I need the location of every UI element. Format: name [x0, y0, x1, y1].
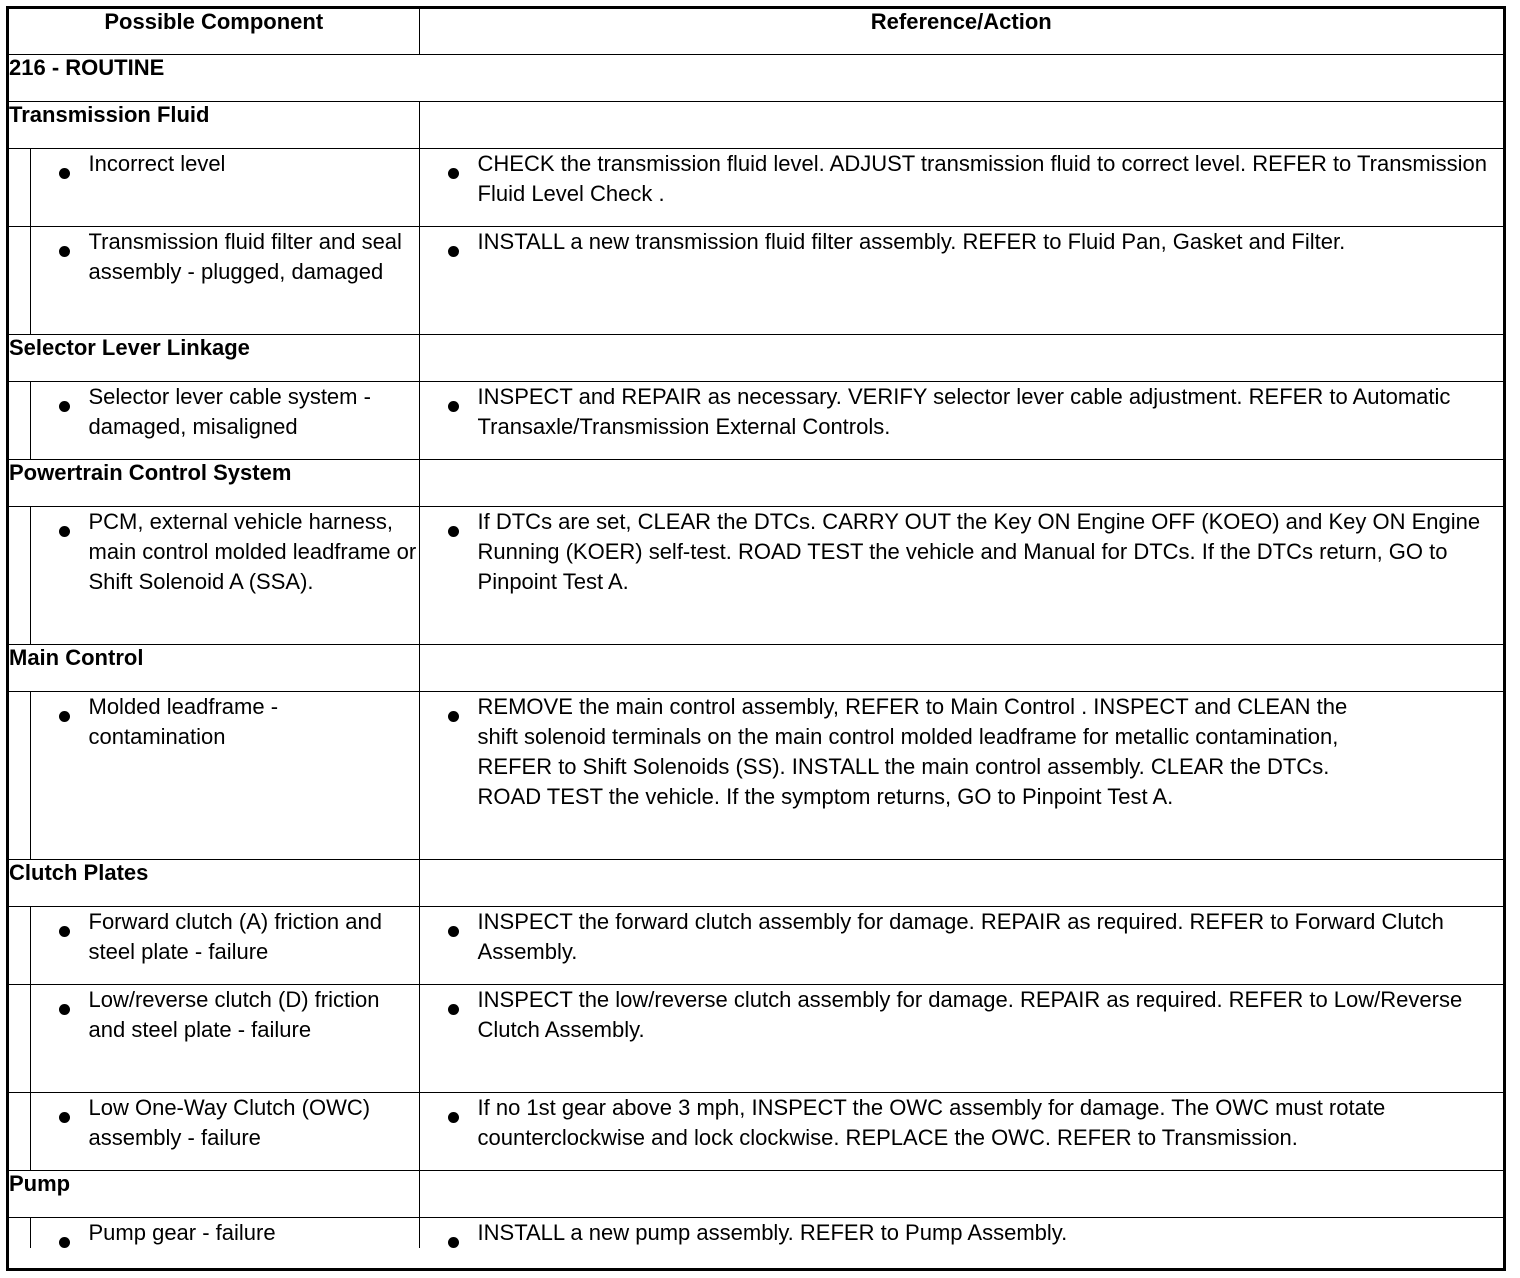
section-empty-cell — [419, 645, 1503, 692]
component-text: Pump gear - failure — [88, 1220, 276, 1245]
component-cell — [30, 227, 419, 335]
component-text: Low One-Way Clutch (OWC) assembly - failure — [88, 1095, 371, 1150]
indent-cell — [9, 1093, 30, 1171]
component-cell — [30, 1218, 419, 1249]
table-row — [9, 985, 1503, 1093]
section-empty-cell — [419, 335, 1503, 382]
component-text: Transmission fluid filter and seal assembly - plugged, damaged — [88, 229, 402, 284]
component-text: Incorrect level — [88, 151, 226, 176]
table-row — [9, 227, 1503, 335]
bullet-icon — [59, 1237, 70, 1248]
bullet-icon — [448, 401, 459, 412]
indent-cell — [9, 149, 30, 227]
routine-row — [9, 55, 1503, 102]
bullet-icon — [59, 926, 70, 937]
bullet-icon — [448, 1237, 459, 1248]
bullet-icon — [59, 168, 70, 179]
section-title: Clutch Plates — [9, 860, 419, 907]
bullet-icon — [448, 246, 459, 257]
section-title: Transmission Fluid — [9, 102, 419, 149]
section-title: Main Control — [9, 645, 419, 692]
component-cell — [30, 382, 419, 460]
component-text: Low/reverse clutch (D) friction and steel plate - failure — [88, 987, 380, 1042]
component-cell — [30, 149, 419, 227]
indent-cell — [9, 507, 30, 645]
component-text: Molded leadframe - contamination — [88, 694, 279, 749]
action-text: INSPECT the forward clutch assembly for damage. REPAIR as required. REFER to Forward Clutch Assembly. — [477, 909, 1444, 964]
diagnosis-table-frame — [6, 6, 1506, 1271]
section-title: Pump — [9, 1171, 419, 1218]
section-row — [9, 1171, 1503, 1218]
bullet-icon — [59, 246, 70, 257]
action-cell — [419, 149, 1503, 227]
action-cell — [419, 907, 1503, 985]
action-cell — [419, 1218, 1503, 1249]
table-row — [9, 1218, 1503, 1249]
section-row — [9, 645, 1503, 692]
table-row — [9, 382, 1503, 460]
bullet-icon — [59, 401, 70, 412]
section-row — [9, 335, 1503, 382]
table-row — [9, 692, 1503, 860]
action-text: INSTALL a new pump assembly. REFER to Pump Assembly. — [477, 1220, 1068, 1245]
bullet-icon — [59, 526, 70, 537]
header-action: Reference/Action — [419, 9, 1503, 55]
action-cell — [419, 1093, 1503, 1171]
component-cell — [30, 507, 419, 645]
routine-title: 216 - ROUTINE — [9, 55, 1503, 102]
bullet-icon — [59, 711, 70, 722]
section-empty-cell — [419, 102, 1503, 149]
action-text: REMOVE the main control assembly, REFER to Main Control . INSPECT and CLEAN the shift solenoid terminals on the main control molded leadframe for metallic contamination, REFER to Shift Solenoids (SS). INSTALL the main control assembly. CLEAR the DTCs. ROAD TEST the vehicle. If the symptom returns, GO to Pinpoint Test A. — [477, 694, 1348, 809]
action-cell — [419, 692, 1503, 860]
table-row — [9, 507, 1503, 645]
bullet-icon — [448, 1004, 459, 1015]
section-row — [9, 460, 1503, 507]
action-cell — [419, 507, 1503, 645]
section-row — [9, 102, 1503, 149]
bullet-icon — [448, 526, 459, 537]
bullet-icon — [59, 1004, 70, 1015]
section-row — [9, 860, 1503, 907]
bullet-icon — [448, 926, 459, 937]
component-cell — [30, 985, 419, 1093]
indent-cell — [9, 227, 30, 335]
section-empty-cell — [419, 460, 1503, 507]
bullet-icon — [448, 711, 459, 722]
indent-cell — [9, 985, 30, 1093]
action-cell — [419, 382, 1503, 460]
header-component: Possible Component — [9, 9, 419, 55]
indent-cell — [9, 382, 30, 460]
component-cell — [30, 692, 419, 860]
component-text: Forward clutch (A) friction and steel plate - failure — [88, 909, 382, 964]
table-row — [9, 149, 1503, 227]
indent-cell — [9, 907, 30, 985]
section-empty-cell — [419, 860, 1503, 907]
table-row — [9, 1093, 1503, 1171]
action-cell — [419, 985, 1503, 1093]
table-row — [9, 907, 1503, 985]
component-text: PCM, external vehicle harness, main control molded leadframe or Shift Solenoid A (SSA). — [88, 509, 417, 594]
section-title: Selector Lever Linkage — [9, 335, 419, 382]
header-row — [9, 9, 1503, 55]
diagnosis-table — [9, 9, 1503, 1248]
component-cell — [30, 1093, 419, 1171]
section-empty-cell — [419, 1171, 1503, 1218]
action-cell — [419, 227, 1503, 335]
section-title: Powertrain Control System — [9, 460, 419, 507]
component-cell — [30, 907, 419, 985]
action-text: INSPECT the low/reverse clutch assembly for damage. REPAIR as required. REFER to Low/Reverse Clutch Assembly. — [477, 987, 1463, 1042]
action-text: CHECK the transmission fluid level. ADJUST transmission fluid to correct level. REFER to Transmission Fluid Level Check . — [477, 151, 1488, 206]
indent-cell — [9, 692, 30, 860]
bullet-icon — [59, 1112, 70, 1123]
action-text: INSPECT and REPAIR as necessary. VERIFY selector lever cable adjustment. REFER to Automatic Transaxle/Transmission External Controls. — [477, 384, 1451, 439]
action-text: If DTCs are set, CLEAR the DTCs. CARRY OUT the Key ON Engine OFF (KOEO) and Key ON Engine Running (KOER) self-test. ROAD TEST the vehicle and Manual for DTCs. If the DTCs return, GO to Pinpoint Test A. — [477, 509, 1481, 594]
bullet-icon — [448, 1112, 459, 1123]
indent-cell — [9, 1218, 30, 1249]
action-text: INSTALL a new transmission fluid filter assembly. REFER to Fluid Pan, Gasket and Filter. — [477, 229, 1346, 254]
component-text: Selector lever cable system - damaged, misaligned — [88, 384, 371, 439]
action-text: If no 1st gear above 3 mph, INSPECT the OWC assembly for damage. The OWC must rotate counterclockwise and lock clockwise. REPLACE the OWC. REFER to Transmission. — [477, 1095, 1386, 1150]
bullet-icon — [448, 168, 459, 179]
